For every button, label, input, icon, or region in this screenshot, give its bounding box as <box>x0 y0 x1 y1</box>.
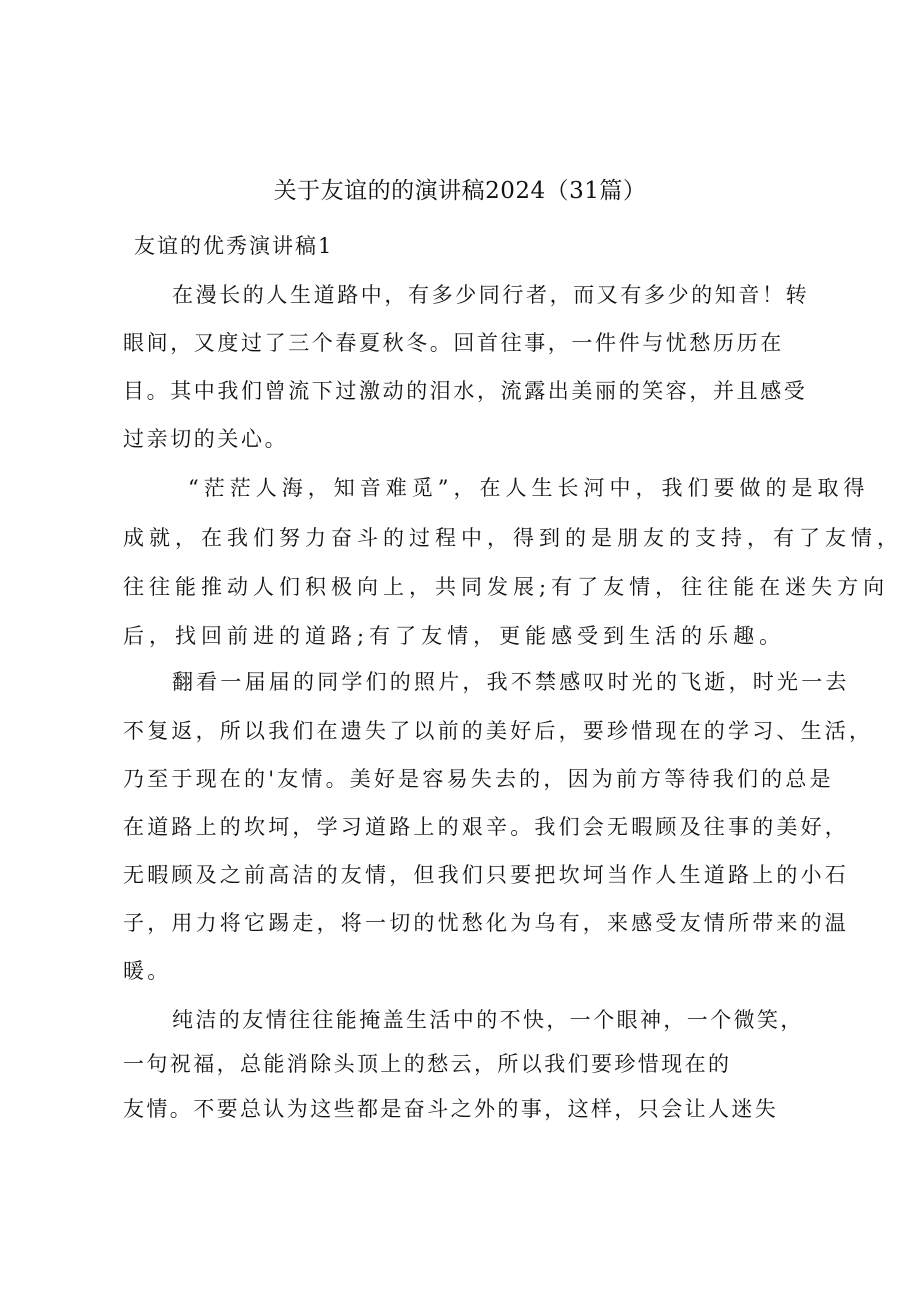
paragraph-line: 一句祝福，总能消除头顶上的愁云，所以我们要珍惜现在的 <box>123 1052 732 1076</box>
paragraph-line: 纯洁的友情往往能掩盖生活中的不快，一个眼神，一个微笑， <box>172 1008 804 1032</box>
paragraph-line: 暖。 <box>123 959 172 983</box>
paragraph-line: 目。其中我们曾流下过激动的泪水，流露出美丽的笑容，并且感受 <box>123 379 808 403</box>
paragraph-line: 不复返，所以我们在遗失了以前的美好后，要珍惜现在的学习、生活， <box>123 719 874 743</box>
paragraph-line: 在道路上的坎坷，学习道路上的艰辛。我们会无暇顾及往事的美好， <box>123 815 849 839</box>
paragraph-line: 翻看一届届的同学们的照片，我不禁感叹时光的飞逝，时光一去 <box>172 670 850 694</box>
section-heading: 友谊的优秀演讲稿1 <box>134 234 334 258</box>
paragraph-line: 成就，在我们努力奋斗的过程中，得到的是朋友的支持，有了友情， <box>123 526 903 550</box>
document-title: 关于友谊的的演讲稿2024（31篇） <box>273 178 647 204</box>
paragraph-line: 子，用力将它踢走，将一切的忧愁化为乌有，来感受友情所带来的温 <box>123 911 849 935</box>
paragraph-line: 乃至于现在的'友情。美好是容易失去的，因为前方等待我们的总是 <box>123 767 834 791</box>
paragraph-line: 后，找回前进的道路;有了友情，更能感受到生活的乐趣。 <box>123 624 786 648</box>
paragraph-line: 友情。不要总认为这些都是奋斗之外的事，这样，只会让人迷失 <box>123 1097 779 1121</box>
paragraph-line: 无暇顾及之前高洁的友情，但我们只要把坎坷当作人生道路上的小石 <box>123 863 849 887</box>
paragraph-line: 眼间，又度过了三个春夏秋冬。回首往事，一件件与忧愁历历在 <box>123 331 784 355</box>
paragraph-line: 往往能推动人们积极向上，共同发展;有了友情，往往能在迷失方向 <box>123 575 890 599</box>
paragraph-line: 过亲切的关心。 <box>123 427 289 451</box>
paragraph-line: 在漫长的人生道路中，有多少同行者，而又有多少的知音！转 <box>172 283 810 307</box>
paragraph-line: “茫茫人海，知音难觅”，在人生长河中，我们要做的是取得 <box>188 476 870 500</box>
